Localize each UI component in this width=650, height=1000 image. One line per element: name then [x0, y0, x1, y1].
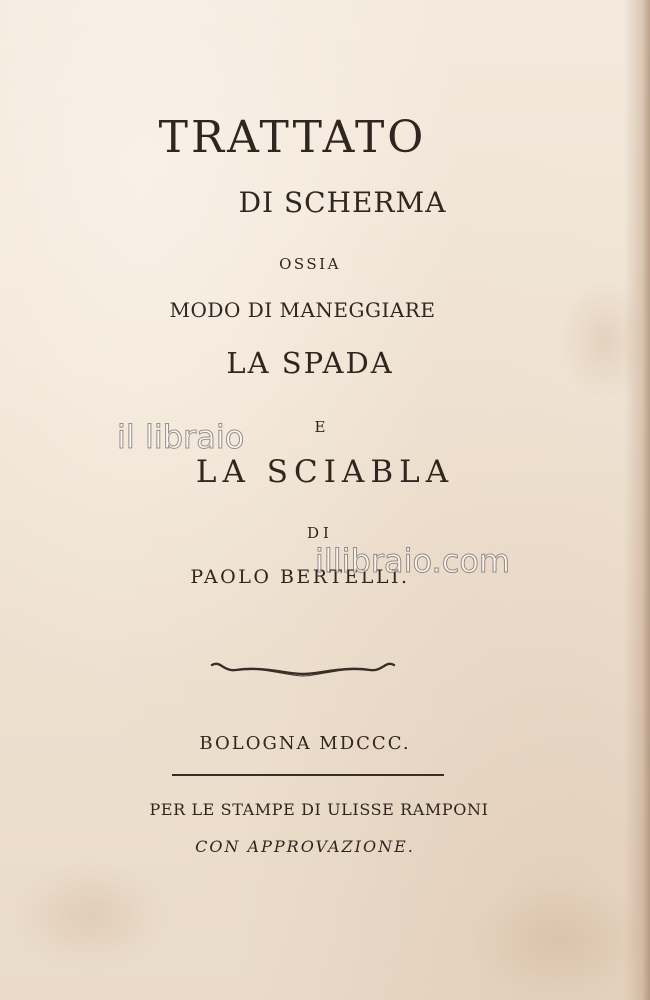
watermark-url: illibraio.com: [315, 542, 511, 580]
watermark-text: il libraio: [117, 418, 245, 456]
imprint-approval: CON APPROVAZIONE.: [195, 837, 415, 856]
title-subtitle: MODO DI MANEGGIARE: [169, 298, 436, 322]
author-preposition: DI: [307, 524, 333, 542]
author-name: PAOLO BERTELLI.: [190, 566, 410, 588]
imprint-printer: PER LE STAMPE DI ULISSE RAMPONI: [149, 800, 489, 819]
title-ossia: OSSIA: [279, 255, 341, 273]
swash-ornament-icon: [208, 656, 398, 680]
title-sciabla: LA SCIABLA: [195, 454, 455, 490]
imprint-place-date: BOLOGNA MDCCC.: [199, 733, 411, 754]
title-conjunction: E: [314, 418, 326, 436]
title-main: TRATTATO: [158, 112, 427, 163]
foxing-stain: [10, 860, 170, 970]
title-spada: LA SPADA: [226, 346, 394, 380]
title-subject: DI SCHERMA: [238, 186, 447, 219]
imprint-rule: [172, 774, 444, 776]
foxing-stain: [470, 880, 650, 1000]
